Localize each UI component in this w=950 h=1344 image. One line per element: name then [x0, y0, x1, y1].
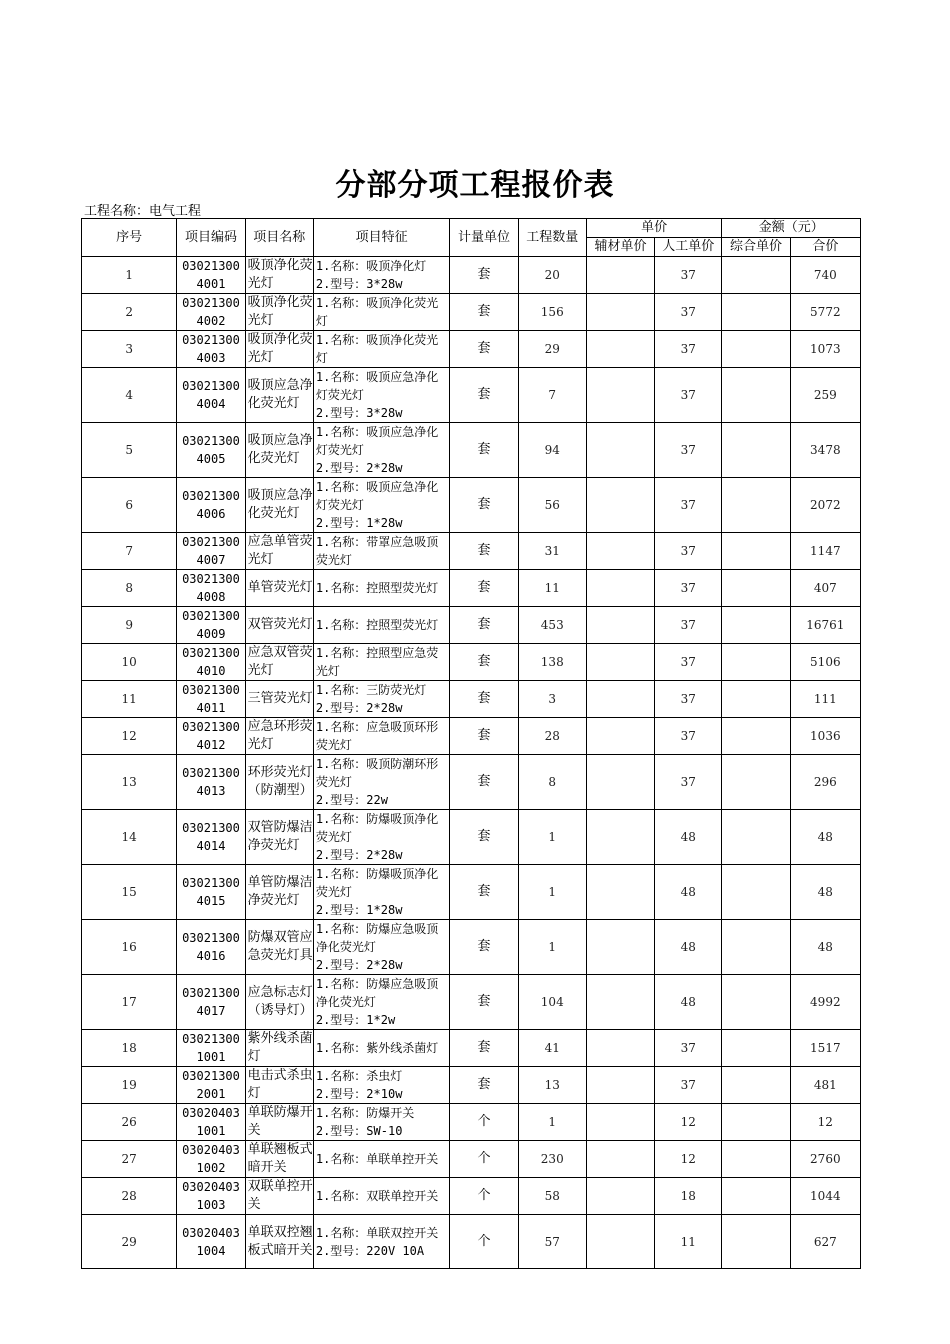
row-material-price — [586, 1141, 654, 1178]
row-qty: 7 — [518, 368, 586, 423]
row-qty: 104 — [518, 975, 586, 1030]
row-combined-price — [722, 1030, 790, 1067]
row-qty: 41 — [518, 1030, 586, 1067]
table-row — [82, 1030, 861, 1067]
row-material-price — [586, 920, 654, 975]
row-unit: 套 — [450, 975, 518, 1030]
row-total: 5106 — [790, 644, 860, 681]
row-combined-price — [722, 975, 790, 1030]
row-seq: 14 — [82, 810, 177, 865]
row-unit: 套 — [450, 865, 518, 920]
row-unit: 个 — [450, 1178, 518, 1215]
table-row — [82, 718, 861, 755]
row-total: 627 — [790, 1215, 860, 1269]
row-combined-price — [722, 681, 790, 718]
header-feature: 项目特征 — [313, 219, 450, 257]
row-total: 1036 — [790, 718, 860, 755]
row-name: 单联防爆开关 — [245, 1104, 313, 1141]
table-row — [82, 1178, 861, 1215]
row-qty: 1 — [518, 810, 586, 865]
row-seq: 28 — [82, 1178, 177, 1215]
row-code: 03021300 4016 — [177, 920, 245, 975]
row-seq: 8 — [82, 570, 177, 607]
row-combined-price — [722, 920, 790, 975]
row-total: 12 — [790, 1104, 860, 1141]
row-name: 吸顶净化荧光灯 — [245, 294, 313, 331]
row-combined-price — [722, 1178, 790, 1215]
row-seq: 13 — [82, 755, 177, 810]
row-combined-price — [722, 257, 790, 294]
row-code: 03021300 2001 — [177, 1067, 245, 1104]
row-combined-price — [722, 423, 790, 478]
row-material-price — [586, 1104, 654, 1141]
row-feature: 1.名称：控照型荧光灯 — [313, 607, 450, 644]
row-seq: 18 — [82, 1030, 177, 1067]
row-combined-price — [722, 533, 790, 570]
row-total: 1517 — [790, 1030, 860, 1067]
row-name: 应急双管荧光灯 — [245, 644, 313, 681]
row-total: 1044 — [790, 1178, 860, 1215]
table-row — [82, 644, 861, 681]
table-row — [82, 865, 861, 920]
quote-table — [81, 218, 861, 1269]
row-feature: 1.名称：控照型荧光灯 — [313, 570, 450, 607]
row-material-price — [586, 570, 654, 607]
row-seq: 27 — [82, 1141, 177, 1178]
table-row — [82, 1215, 861, 1269]
row-name: 应急环形荧光灯 — [245, 718, 313, 755]
row-qty: 138 — [518, 644, 586, 681]
row-name: 防爆双管应急荧光灯具 — [245, 920, 313, 975]
row-unit: 套 — [450, 607, 518, 644]
row-material-price — [586, 644, 654, 681]
row-feature: 1.名称：应急吸顶环形荧光灯 — [313, 718, 450, 755]
row-unit: 个 — [450, 1141, 518, 1178]
row-feature: 1.名称：吸顶应急净化灯荧光灯 2.型号：2*28w — [313, 423, 450, 478]
row-qty: 156 — [518, 294, 586, 331]
row-combined-price — [722, 1104, 790, 1141]
row-material-price — [586, 368, 654, 423]
row-code: 03021300 1001 — [177, 1030, 245, 1067]
row-seq: 3 — [82, 331, 177, 368]
row-total: 48 — [790, 920, 860, 975]
row-material-price — [586, 865, 654, 920]
row-qty: 8 — [518, 755, 586, 810]
row-code: 03020403 1003 — [177, 1178, 245, 1215]
row-code: 03021300 4006 — [177, 478, 245, 533]
row-total: 48 — [790, 865, 860, 920]
row-labor-price: 37 — [655, 570, 722, 607]
row-name: 三管荧光灯 — [245, 681, 313, 718]
header-qty: 工程数量 — [518, 219, 586, 257]
row-code: 03021300 4001 — [177, 257, 245, 294]
row-unit: 套 — [450, 331, 518, 368]
row-code: 03020403 1004 — [177, 1215, 245, 1269]
row-feature: 1.名称：吸顶净化荧光灯 — [313, 331, 450, 368]
row-code: 03021300 4012 — [177, 718, 245, 755]
row-qty: 58 — [518, 1178, 586, 1215]
row-feature: 1.名称：吸顶防潮环形荧光灯 2.型号：22w — [313, 755, 450, 810]
row-unit: 套 — [450, 533, 518, 570]
row-unit: 套 — [450, 294, 518, 331]
row-labor-price: 37 — [655, 755, 722, 810]
row-combined-price — [722, 810, 790, 865]
row-combined-price — [722, 1067, 790, 1104]
row-name: 单联翘板式暗开关 — [245, 1141, 313, 1178]
row-labor-price: 48 — [655, 920, 722, 975]
row-code: 03021300 4005 — [177, 423, 245, 478]
row-seq: 11 — [82, 681, 177, 718]
row-total: 259 — [790, 368, 860, 423]
row-name: 应急标志灯（诱导灯） — [245, 975, 313, 1030]
row-material-price — [586, 607, 654, 644]
row-seq: 12 — [82, 718, 177, 755]
row-total: 2760 — [790, 1141, 860, 1178]
row-feature: 1.名称：单联单控开关 — [313, 1141, 450, 1178]
row-qty: 56 — [518, 478, 586, 533]
row-code: 03021300 4010 — [177, 644, 245, 681]
row-feature: 1.名称：杀虫灯 2.型号：2*10w — [313, 1067, 450, 1104]
header-amount: 金额（元） — [722, 219, 861, 238]
row-combined-price — [722, 478, 790, 533]
row-feature: 1.名称：防爆应急吸顶净化荧光灯 2.型号：1*2w — [313, 975, 450, 1030]
row-code: 03021300 4003 — [177, 331, 245, 368]
row-labor-price: 37 — [655, 294, 722, 331]
row-qty: 3 — [518, 681, 586, 718]
row-name: 吸顶应急净化荧光灯 — [245, 478, 313, 533]
row-name: 双管荧光灯 — [245, 607, 313, 644]
row-labor-price: 37 — [655, 681, 722, 718]
row-labor-price: 18 — [655, 1178, 722, 1215]
row-combined-price — [722, 1215, 790, 1269]
row-feature: 1.名称：控照型应急荧光灯 — [313, 644, 450, 681]
row-name: 电击式杀虫灯 — [245, 1067, 313, 1104]
row-material-price — [586, 718, 654, 755]
row-qty: 1 — [518, 920, 586, 975]
row-name: 紫外线杀菌灯 — [245, 1030, 313, 1067]
row-unit: 套 — [450, 920, 518, 975]
row-seq: 4 — [82, 368, 177, 423]
row-total: 481 — [790, 1067, 860, 1104]
row-code: 03021300 4007 — [177, 533, 245, 570]
row-unit: 套 — [450, 1067, 518, 1104]
table-row — [82, 920, 861, 975]
table-row — [82, 368, 861, 423]
row-combined-price — [722, 644, 790, 681]
row-material-price — [586, 478, 654, 533]
row-seq: 9 — [82, 607, 177, 644]
table-row — [82, 423, 861, 478]
row-labor-price: 37 — [655, 257, 722, 294]
row-material-price — [586, 257, 654, 294]
row-code: 03021300 4014 — [177, 810, 245, 865]
table-row — [82, 1104, 861, 1141]
row-code: 03020403 1002 — [177, 1141, 245, 1178]
row-material-price — [586, 533, 654, 570]
row-unit: 套 — [450, 570, 518, 607]
row-labor-price: 37 — [655, 368, 722, 423]
row-qty: 94 — [518, 423, 586, 478]
row-name: 单联双控翘板式暗开关 — [245, 1215, 313, 1269]
row-qty: 453 — [518, 607, 586, 644]
row-combined-price — [722, 1141, 790, 1178]
header-seq: 序号 — [82, 219, 177, 257]
row-material-price — [586, 1178, 654, 1215]
row-material-price — [586, 331, 654, 368]
row-code: 03021300 4013 — [177, 755, 245, 810]
row-unit: 套 — [450, 368, 518, 423]
row-unit: 套 — [450, 681, 518, 718]
row-unit: 套 — [450, 1030, 518, 1067]
row-total: 16761 — [790, 607, 860, 644]
row-unit: 套 — [450, 423, 518, 478]
row-labor-price: 37 — [655, 607, 722, 644]
row-code: 03020403 1001 — [177, 1104, 245, 1141]
row-qty: 20 — [518, 257, 586, 294]
row-material-price — [586, 755, 654, 810]
row-qty: 1 — [518, 865, 586, 920]
table-row — [82, 294, 861, 331]
row-labor-price: 12 — [655, 1141, 722, 1178]
row-material-price — [586, 810, 654, 865]
header-labor-price: 人工单价 — [655, 238, 722, 257]
row-labor-price: 48 — [655, 975, 722, 1030]
row-seq: 19 — [82, 1067, 177, 1104]
row-seq: 6 — [82, 478, 177, 533]
page-title: 分部分项工程报价表 — [335, 168, 615, 203]
row-code: 03021300 4017 — [177, 975, 245, 1030]
project-name: 工程名称：电气工程 — [84, 204, 202, 219]
header-code: 项目编码 — [177, 219, 245, 257]
row-labor-price: 37 — [655, 1067, 722, 1104]
row-qty: 13 — [518, 1067, 586, 1104]
row-feature: 1.名称：带罩应急吸顶荧光灯 — [313, 533, 450, 570]
header-total: 合价 — [790, 238, 860, 257]
row-qty: 57 — [518, 1215, 586, 1269]
row-code: 03021300 4004 — [177, 368, 245, 423]
row-combined-price — [722, 294, 790, 331]
table-body — [82, 257, 861, 1269]
table-row — [82, 1067, 861, 1104]
row-seq: 2 — [82, 294, 177, 331]
row-feature: 1.名称：紫外线杀菌灯 — [313, 1030, 450, 1067]
row-labor-price: 12 — [655, 1104, 722, 1141]
row-unit: 套 — [450, 755, 518, 810]
row-code: 03021300 4011 — [177, 681, 245, 718]
row-feature: 1.名称：吸顶净化灯 2.型号：3*28w — [313, 257, 450, 294]
row-seq: 26 — [82, 1104, 177, 1141]
header-unit-price: 单价 — [586, 219, 722, 238]
row-feature: 1.名称：双联单控开关 — [313, 1178, 450, 1215]
row-total: 111 — [790, 681, 860, 718]
row-labor-price: 37 — [655, 423, 722, 478]
row-name: 吸顶应急净化荧光灯 — [245, 423, 313, 478]
row-qty: 1 — [518, 1104, 586, 1141]
row-labor-price: 48 — [655, 865, 722, 920]
table-row — [82, 478, 861, 533]
row-material-price — [586, 1067, 654, 1104]
row-feature: 1.名称：三防荧光灯 2.型号：2*28w — [313, 681, 450, 718]
row-unit: 套 — [450, 644, 518, 681]
row-seq: 15 — [82, 865, 177, 920]
header-name: 项目名称 — [245, 219, 313, 257]
row-code: 03021300 4002 — [177, 294, 245, 331]
row-seq: 16 — [82, 920, 177, 975]
row-unit: 套 — [450, 718, 518, 755]
row-name: 单管防爆洁净荧光灯 — [245, 865, 313, 920]
row-name: 吸顶净化荧光灯 — [245, 257, 313, 294]
row-seq: 10 — [82, 644, 177, 681]
row-material-price — [586, 975, 654, 1030]
row-name: 应急单管荧光灯 — [245, 533, 313, 570]
row-total: 1147 — [790, 533, 860, 570]
table-row — [82, 975, 861, 1030]
row-combined-price — [722, 331, 790, 368]
row-labor-price: 37 — [655, 478, 722, 533]
row-combined-price — [722, 865, 790, 920]
header-combined-price: 综合单价 — [722, 238, 790, 257]
row-combined-price — [722, 570, 790, 607]
row-code: 03021300 4008 — [177, 570, 245, 607]
table-row — [82, 607, 861, 644]
row-material-price — [586, 294, 654, 331]
row-feature: 1.名称：防爆开关 2.型号：SW-10 — [313, 1104, 450, 1141]
row-name: 双联单控开关 — [245, 1178, 313, 1215]
row-qty: 31 — [518, 533, 586, 570]
table-row — [82, 810, 861, 865]
row-qty: 11 — [518, 570, 586, 607]
table-row — [82, 570, 861, 607]
row-seq: 29 — [82, 1215, 177, 1269]
row-combined-price — [722, 607, 790, 644]
row-feature: 1.名称：防爆吸顶净化荧光灯 2.型号：2*28w — [313, 810, 450, 865]
table-row — [82, 1141, 861, 1178]
row-unit: 个 — [450, 1215, 518, 1269]
row-unit: 套 — [450, 478, 518, 533]
row-combined-price — [722, 718, 790, 755]
row-name: 环形荧光灯（防潮型） — [245, 755, 313, 810]
row-total: 407 — [790, 570, 860, 607]
row-name: 单管荧光灯 — [245, 570, 313, 607]
table-row — [82, 257, 861, 294]
table-row — [82, 331, 861, 368]
row-feature: 1.名称：防爆吸顶净化荧光灯 2.型号：1*28w — [313, 865, 450, 920]
table-row — [82, 681, 861, 718]
row-feature: 1.名称：单联双控开关 2.型号：220V 10A — [313, 1215, 450, 1269]
row-material-price — [586, 1215, 654, 1269]
row-name: 吸顶应急净化荧光灯 — [245, 368, 313, 423]
row-labor-price: 37 — [655, 1030, 722, 1067]
row-feature: 1.名称：吸顶应急净化灯荧光灯 2.型号：3*28w — [313, 368, 450, 423]
row-total: 3478 — [790, 423, 860, 478]
table-row — [82, 533, 861, 570]
row-total: 296 — [790, 755, 860, 810]
row-total: 48 — [790, 810, 860, 865]
row-seq: 1 — [82, 257, 177, 294]
row-labor-price: 37 — [655, 331, 722, 368]
row-code: 03021300 4015 — [177, 865, 245, 920]
table-row — [82, 755, 861, 810]
row-labor-price: 37 — [655, 718, 722, 755]
row-name: 双管防爆洁净荧光灯 — [245, 810, 313, 865]
row-feature: 1.名称：吸顶净化荧光灯 — [313, 294, 450, 331]
row-feature: 1.名称：防爆应急吸顶净化荧光灯 2.型号：2*28w — [313, 920, 450, 975]
row-combined-price — [722, 755, 790, 810]
row-total: 2072 — [790, 478, 860, 533]
row-labor-price: 11 — [655, 1215, 722, 1269]
row-total: 5772 — [790, 294, 860, 331]
row-unit: 套 — [450, 810, 518, 865]
row-total: 740 — [790, 257, 860, 294]
row-combined-price — [722, 368, 790, 423]
row-material-price — [586, 1030, 654, 1067]
row-seq: 17 — [82, 975, 177, 1030]
row-material-price — [586, 681, 654, 718]
row-material-price — [586, 423, 654, 478]
row-name: 吸顶净化荧光灯 — [245, 331, 313, 368]
row-qty: 28 — [518, 718, 586, 755]
row-qty: 230 — [518, 1141, 586, 1178]
row-total: 4992 — [790, 975, 860, 1030]
row-unit: 套 — [450, 257, 518, 294]
row-labor-price: 48 — [655, 810, 722, 865]
row-total: 1073 — [790, 331, 860, 368]
row-seq: 5 — [82, 423, 177, 478]
header-unit: 计量单位 — [450, 219, 518, 257]
row-code: 03021300 4009 — [177, 607, 245, 644]
row-seq: 7 — [82, 533, 177, 570]
row-labor-price: 37 — [655, 533, 722, 570]
row-feature: 1.名称：吸顶应急净化灯荧光灯 2.型号：1*28w — [313, 478, 450, 533]
row-labor-price: 37 — [655, 644, 722, 681]
row-unit: 个 — [450, 1104, 518, 1141]
row-qty: 29 — [518, 331, 586, 368]
header-material-price: 辅材单价 — [586, 238, 654, 257]
